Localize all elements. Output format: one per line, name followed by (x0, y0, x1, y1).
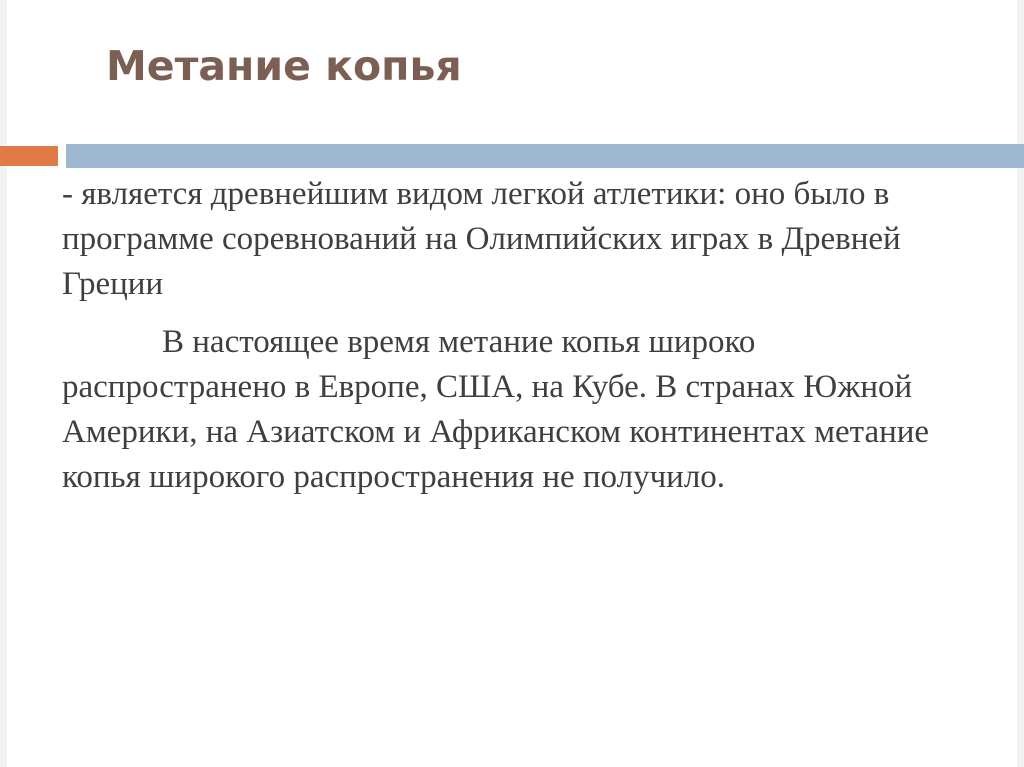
title-accent-bar (0, 146, 58, 166)
title-divider-bar (66, 144, 1024, 168)
paragraph-definition: - является древнейшим видом легкой атлетики: оно было в программе соревнований на Олимпийских играх в Древней Греции (62, 176, 901, 302)
paragraph-distribution: В настоящее время метание копья широко распространено в Европе, США, на Кубе. В странах Южной Америки, на Азиатском и Африканском континентах метание копья широкого распространения не получило. (62, 324, 930, 495)
slide-body (62, 172, 962, 500)
slide-frame-right (1017, 0, 1024, 767)
slide-title: Метание копья (106, 42, 462, 90)
slide-frame-left (0, 0, 7, 767)
